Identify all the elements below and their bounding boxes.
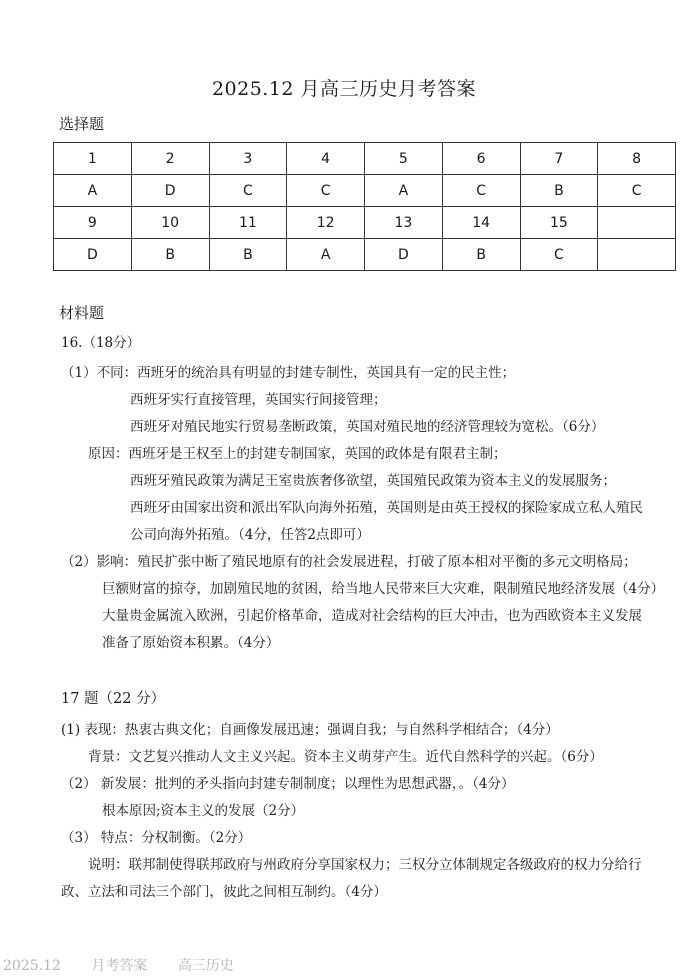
answer-line: 政、立法和司法三个部门，彼此之间相互制约。（4分）: [61, 884, 387, 900]
table-cell: 13: [365, 207, 443, 239]
table-cell: D: [131, 175, 209, 207]
table-cell: D: [54, 239, 132, 271]
table-cell: B: [520, 175, 598, 207]
answer-table: [53, 142, 676, 271]
section-choice-heading: 选择题: [59, 115, 105, 133]
table-cell: 15: [520, 207, 598, 239]
answer-line: (1) 表现：热衷古典文化；自画像发展迅速；强调自我；与自然科学相结合；（4分）: [61, 722, 559, 738]
table-cell: 9: [54, 207, 132, 239]
table-cell: 4: [287, 143, 365, 175]
answer-line: 根本原因;资本主义的发展（2分）: [102, 803, 305, 819]
table-cell: C: [209, 175, 287, 207]
answer-line: 西班牙殖民政策为满足王室贵族奢侈欲望，英国殖民政策为资本主义的发展服务；: [130, 473, 616, 489]
table-cell: B: [209, 239, 287, 271]
table-row: [54, 143, 676, 175]
table-cell: 1: [54, 143, 132, 175]
table-cell: [598, 239, 676, 271]
table-cell: 12: [287, 207, 365, 239]
footer-grade: 高三历史: [177, 958, 234, 974]
answer-line: 原因：西班牙是王权至上的封建专制国家，英国的政体是有限君主制；: [88, 446, 507, 462]
table-cell: C: [520, 239, 598, 271]
answer-line: 西班牙对殖民地实行贸易垄断政策，英国对殖民地的经济管理较为宽松。（6分）: [130, 419, 605, 435]
answer-line: 巨额财富的掠夺，加剧殖民地的贫困，给当地人民带来巨大灾难，限制殖民地经济发展（4分）: [102, 581, 665, 597]
table-cell: 5: [365, 143, 443, 175]
table-cell: 2: [131, 143, 209, 175]
table-cell: C: [598, 175, 676, 207]
table-row: [54, 175, 676, 207]
table-cell: 14: [442, 207, 520, 239]
answer-line: （2）影响：殖民扩张中断了殖民地原有的社会发展进程，打破了原本相对平衡的多元文明格局；: [61, 554, 637, 570]
answer-line: 西班牙实行直接管理，英国实行间接管理；: [130, 392, 387, 408]
table-cell: 8: [598, 143, 676, 175]
table-cell: D: [365, 239, 443, 271]
table-cell: B: [442, 239, 520, 271]
q16-heading: 16.（18分）: [61, 335, 141, 351]
table-cell: C: [287, 175, 365, 207]
table-cell: A: [287, 239, 365, 271]
table-cell: A: [365, 175, 443, 207]
table-cell: C: [442, 175, 520, 207]
answer-line: （1）不同：西班牙的统治具有明显的封建专制性，英国具有一定的民主性；: [61, 365, 516, 381]
table-cell: 7: [520, 143, 598, 175]
table-cell: 6: [442, 143, 520, 175]
table-cell: 3: [209, 143, 287, 175]
table-cell: 10: [131, 207, 209, 239]
answer-line: （3） 特点：分权制衡。（2分）: [61, 830, 252, 846]
footer-date: 2025.12: [3, 958, 61, 974]
table-row: [54, 207, 676, 239]
answer-line: 准备了原始资本积累。（4分）: [102, 635, 280, 651]
table-cell: [598, 207, 676, 239]
answer-line: 大量贵金属流入欧洲，引起价格革命，造成对社会结构的巨大冲击，也为西欧资本主义发展: [102, 608, 642, 624]
table-row: [54, 239, 676, 271]
answer-line: 背景：文艺复兴推动人文主义兴起。资本主义萌芽产生。近代自然科学的兴起。（6分）: [88, 749, 603, 765]
q17-heading: 17 题（22 分）: [61, 691, 166, 707]
answer-line: （2） 新发展：批判的矛头指向封建专制制度；以理性为思想武器，。（4分）: [61, 776, 515, 792]
table-cell: A: [54, 175, 132, 207]
answer-line: 西班牙由国家出资和派出军队向海外拓殖，英国则是由英王授权的探险家成立私人殖民: [130, 500, 643, 516]
page-footer: [3, 955, 260, 975]
section-material-heading: 材料题: [59, 304, 105, 322]
table-cell: 11: [209, 207, 287, 239]
answer-line: 公司向海外拓殖。（4分，任答2点即可）: [130, 527, 370, 543]
footer-doc: 月考答案: [91, 958, 148, 974]
answer-line: 说明：联邦制使得联邦政府与州政府分享国家权力；三权分立体制规定各级政府的权力分给行: [88, 857, 642, 873]
table-cell: B: [131, 239, 209, 271]
page-title: 2025.12 月高三历史月考答案: [211, 78, 477, 100]
